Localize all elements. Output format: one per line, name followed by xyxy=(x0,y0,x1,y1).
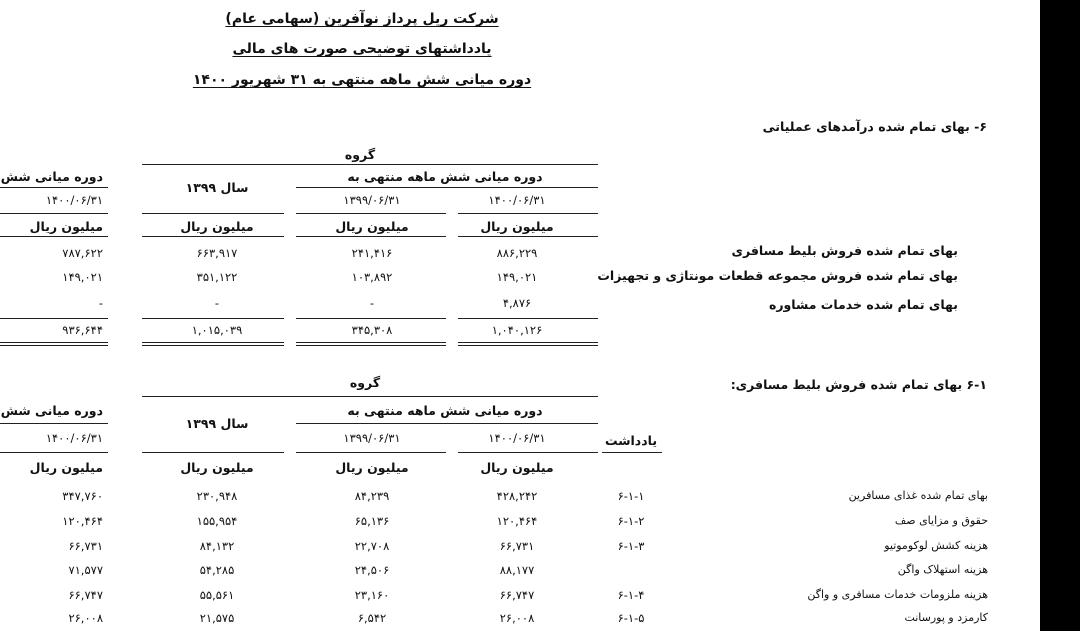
divider xyxy=(0,318,108,319)
row-note: ۶-۱-۳ xyxy=(617,539,645,553)
row-label: بهای تمام شده خدمات مشاوره xyxy=(768,297,958,312)
row-value: ۲۲,۷۰۸ xyxy=(354,539,390,553)
period-title: دوره میانی شش ماهه منتهی به ۳۱ شهریور ۱۴۰۰ xyxy=(192,72,532,88)
unit-col4: میلیون ریال xyxy=(29,460,103,475)
divider xyxy=(142,236,284,237)
date-col1: ۱۴۰۰/۰۶/۳۱ xyxy=(488,193,546,207)
row-value: ۶۶,۷۴۷ xyxy=(499,588,535,602)
total-value: ۹۳۶,۶۴۴ xyxy=(62,323,103,337)
date-col4: ۱۴۰۰/۰۶/۳۱ xyxy=(45,193,103,207)
divider xyxy=(296,213,446,214)
group-label: گروه xyxy=(344,147,376,162)
double-underline xyxy=(142,342,284,346)
row-value: ۸۴,۲۳۹ xyxy=(354,489,390,503)
divider xyxy=(458,318,598,319)
section-6-title: ۶- بهای تمام شده درآمدهای عملیاتی xyxy=(762,119,987,134)
company-title: شرکت ریل پرداز نوآفرین (سهامی عام) xyxy=(225,11,499,27)
row-value: ۱۲۰,۴۶۴ xyxy=(62,514,103,528)
double-underline xyxy=(0,342,108,346)
row-value: ۵۴,۲۸۵ xyxy=(199,563,235,577)
divider xyxy=(142,452,284,453)
col-cut: دوره میانی شش xyxy=(0,403,103,418)
divider xyxy=(0,423,108,424)
row-value: ۶۶۳,۹۱۷ xyxy=(196,246,238,260)
row-value: ۱۴۹,۰۲۱ xyxy=(62,270,103,284)
row-value: ۴۲۸,۲۴۲ xyxy=(496,489,538,503)
row-value: ۱۲۰,۴۶۴ xyxy=(496,514,538,528)
row-value: ۲۶,۰۰۸ xyxy=(499,611,535,625)
divider xyxy=(0,213,108,214)
divider xyxy=(458,213,598,214)
row-label: هزینه کشش لوکوموتیو xyxy=(884,539,988,552)
divider xyxy=(142,318,284,319)
divider xyxy=(0,187,108,188)
row-note: ۶-۱-۴ xyxy=(617,588,645,602)
date-col2: ۱۳۹۹/۰۶/۳۱ xyxy=(343,431,401,445)
row-value: ۳۴۷,۷۶۰ xyxy=(62,489,103,503)
notes-subtitle: یادداشتهای توضیحی صورت های مالی xyxy=(232,41,492,57)
divider xyxy=(0,452,108,453)
divider xyxy=(142,396,598,397)
row-value: ۷۱,۵۷۷ xyxy=(68,563,103,577)
double-underline xyxy=(458,342,598,346)
col-period-group: دوره میانی شش ماهه منتهی به xyxy=(347,169,543,184)
row-value: ۶۵,۱۳۶ xyxy=(354,514,390,528)
row-value: ۶۶,۷۳۱ xyxy=(68,539,103,553)
unit-col3: میلیون ریال xyxy=(180,219,254,234)
row-note: ۶-۱-۱ xyxy=(617,489,645,503)
col-year: سال ۱۳۹۹ xyxy=(185,180,249,195)
row-value: ۷۸۷,۶۲۲ xyxy=(62,246,103,260)
unit-col1: میلیون ریال xyxy=(480,219,554,234)
unit-col4: میلیون ریال xyxy=(29,219,103,234)
row-label: بهای تمام شده غذای مسافرین xyxy=(848,489,988,502)
row-label: حقوق و مزایای صف xyxy=(894,514,988,527)
row-label: کارمزد و پورسانت xyxy=(904,611,988,624)
divider xyxy=(142,213,284,214)
unit-col3: میلیون ریال xyxy=(180,460,254,475)
divider xyxy=(602,452,662,453)
unit-col2: میلیون ریال xyxy=(335,460,409,475)
col-year: سال ۱۳۹۹ xyxy=(185,416,249,431)
section-6-1-title: ۶-۱ بهای تمام شده فروش بلیط مسافری: xyxy=(730,377,987,392)
row-value: ۲۴۱,۴۱۶ xyxy=(351,246,393,260)
divider xyxy=(458,236,598,237)
divider xyxy=(296,187,598,188)
divider xyxy=(296,236,446,237)
row-label: بهای تمام شده فروش بلیط مسافری xyxy=(731,243,958,258)
row-value: ۱۰۳,۸۹۲ xyxy=(351,270,393,284)
row-note: ۶-۱-۵ xyxy=(617,611,645,625)
row-value: ۲۶,۰۰۸ xyxy=(68,611,103,625)
row-label: بهای تمام شده فروش مجموعه قطعات مونتاژی و تجهیزات xyxy=(597,268,958,283)
row-value: ۸۴,۱۳۲ xyxy=(199,539,235,553)
divider xyxy=(458,452,598,453)
row-value: ۲۴,۵۰۶ xyxy=(354,563,390,577)
double-underline xyxy=(296,342,446,346)
row-value: - xyxy=(98,296,103,310)
row-value: ۸۸,۱۷۷ xyxy=(499,563,535,577)
row-value: ۱۴۹,۰۲۱ xyxy=(496,270,538,284)
row-value: - xyxy=(369,296,375,310)
divider xyxy=(142,164,598,165)
unit-col1: میلیون ریال xyxy=(480,460,554,475)
row-value: ۶۶,۷۴۷ xyxy=(68,588,103,602)
row-value: ۴,۸۷۶ xyxy=(502,296,532,310)
row-value: ۱۵۵,۹۵۴ xyxy=(196,514,238,528)
row-value: ۲۳,۱۶۰ xyxy=(354,588,390,602)
row-value: ۶۶,۷۳۱ xyxy=(499,539,535,553)
row-label: هزینه استهلاک واگن xyxy=(897,563,988,576)
row-value: ۶,۵۴۲ xyxy=(357,611,387,625)
col-period-group: دوره میانی شش ماهه منتهی به xyxy=(347,403,543,418)
date-col4: ۱۴۰۰/۰۶/۳۱ xyxy=(45,431,103,445)
group-label: گروه xyxy=(349,375,381,390)
unit-col2: میلیون ریال xyxy=(335,219,409,234)
row-value: - xyxy=(214,296,220,310)
row-value: ۲۱,۵۷۵ xyxy=(199,611,235,625)
col-cut: دوره میانی شش xyxy=(0,169,103,184)
date-col1: ۱۴۰۰/۰۶/۳۱ xyxy=(488,431,546,445)
row-value: ۵۵,۵۶۱ xyxy=(199,588,235,602)
divider xyxy=(296,318,446,319)
window-edge-bar xyxy=(1040,0,1080,631)
divider xyxy=(0,236,108,237)
row-value: ۸۸۶,۲۲۹ xyxy=(496,246,538,260)
row-value: ۲۳۰,۹۴۸ xyxy=(196,489,238,503)
total-value: ۱,۰۴۰,۱۲۶ xyxy=(491,323,543,337)
divider xyxy=(296,452,446,453)
date-col2: ۱۳۹۹/۰۶/۳۱ xyxy=(343,193,401,207)
total-value: ۱,۰۱۵,۰۳۹ xyxy=(191,323,243,337)
total-value: ۳۴۵,۳۰۸ xyxy=(351,323,393,337)
row-label: هزینه ملزومات خدمات مسافری و واگن xyxy=(807,588,988,601)
col-note: یادداشت xyxy=(604,433,658,448)
divider xyxy=(296,423,598,424)
row-note: ۶-۱-۲ xyxy=(617,514,645,528)
row-value: ۳۵۱,۱۲۲ xyxy=(196,270,238,284)
